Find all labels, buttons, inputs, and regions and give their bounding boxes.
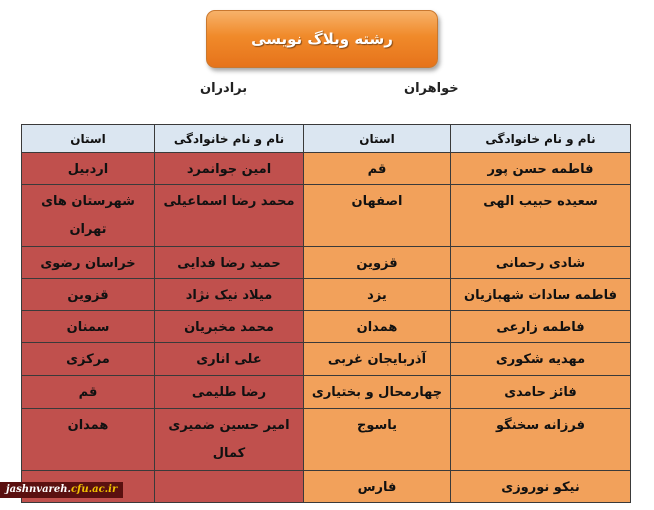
header-row [22,125,631,153]
sister-name-cell: فاطمه سادات شهبازیان [451,279,631,311]
sister-province-cell: یزد [304,279,451,311]
header-brother-province: استان [22,125,155,153]
header-brother-name: نام و نام خانوادگی [155,125,304,153]
title-banner [206,10,438,68]
sister-name-cell: فاطمه زارعی [451,311,631,343]
sister-province-cell: قم [304,153,451,185]
sister-name-cell: نیکو نوروزی [451,471,631,503]
sister-province-cell: همدان [304,311,451,343]
watermark-sub: cfu.ac.ir [70,484,118,495]
table-row [22,343,631,376]
sister-province-cell: آذربایجان غربی [304,343,451,376]
brother-province-cell: سمنان [22,311,155,343]
brother-name-cell: امین جوانمرد [155,153,304,185]
brother-name-cell: محمد رضا اسماعیلی [155,185,304,247]
sister-name-cell: فاطمه حسن پور [451,153,631,185]
sister-name-cell: مهدیه شکوری [451,343,631,376]
brother-province-cell: خراسان رضوی [22,247,155,279]
header-sister-name: نام و نام خانوادگی [451,125,631,153]
title-text: رشته وبلاگ نویسی [251,30,393,48]
brother-province-cell: قزوین [22,279,155,311]
winners-table [21,124,631,503]
table-row [22,279,631,311]
sisters-group-label: خواهران [404,81,459,96]
brother-province-cell: اردبیل [22,153,155,185]
table-row [22,247,631,279]
brother-name-cell: محمد مخبریان [155,311,304,343]
sister-name-cell: سعیده حبیب الهی [451,185,631,247]
table-row [22,311,631,343]
brother-province-cell: مرکزی [22,343,155,376]
brother-province-cell: همدان [22,409,155,471]
table-row [22,153,631,185]
brother-name-cell: میلاد نیک نژاد [155,279,304,311]
sister-name-cell: شادی رحمانی [451,247,631,279]
watermark-main: jashnvareh. [6,484,71,495]
site-watermark [0,482,123,498]
sister-name-cell: فائز حامدی [451,376,631,409]
brothers-group-label: برادران [200,81,248,96]
header-sister-province: استان [304,125,451,153]
sister-province-cell: چهارمحال و بختیاری [304,376,451,409]
sister-province-cell: یاسوج [304,409,451,471]
brother-name-cell: حمید رضا فدایی [155,247,304,279]
brother-province-cell: قم [22,376,155,409]
sister-province-cell: اصفهان [304,185,451,247]
sister-name-cell: فرزانه سخنگو [451,409,631,471]
sister-province-cell: قزوین [304,247,451,279]
sister-province-cell: فارس [304,471,451,503]
brother-name-cell: رضا طلیمی [155,376,304,409]
table-row [22,409,631,471]
brother-name-cell: علی اناری [155,343,304,376]
brother-name-cell [155,471,304,503]
brother-name-cell: امیر حسین ضمیری کمال [155,409,304,471]
brother-province-cell: شهرستان های تهران [22,185,155,247]
table-row [22,376,631,409]
table-row [22,185,631,247]
